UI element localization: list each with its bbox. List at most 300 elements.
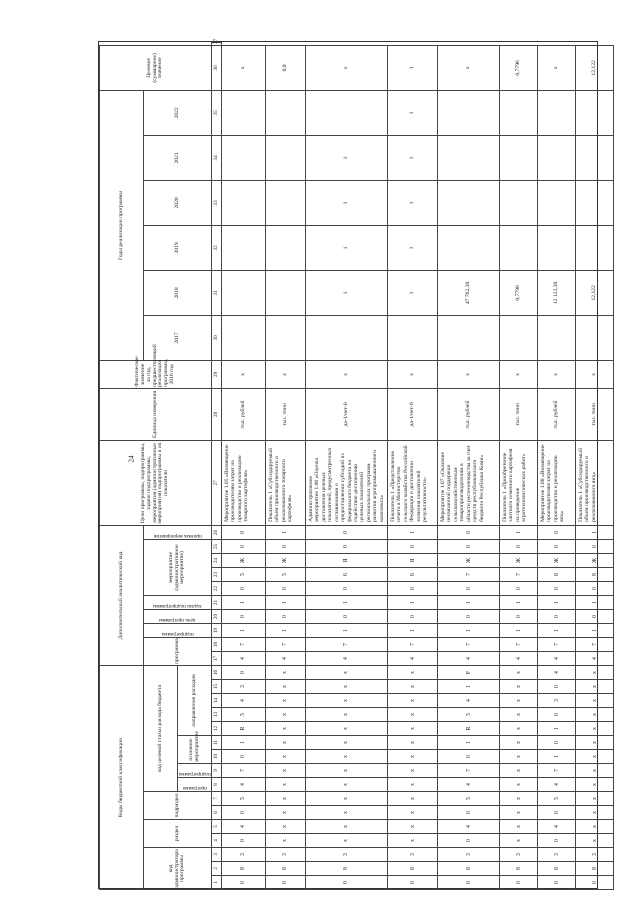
code-digit-cell: х	[388, 792, 438, 806]
row-base-year-cell: х	[500, 360, 538, 388]
code-digit-cell: 0	[500, 582, 538, 596]
column-number: 13	[212, 708, 222, 722]
code-digit-cell: х	[576, 764, 614, 778]
row-year-value-cell	[266, 90, 306, 135]
column-number: 21	[212, 596, 222, 610]
code-digit-cell: 0	[266, 610, 306, 624]
code-digit-cell: Я	[388, 554, 438, 568]
code-digit-cell: х	[306, 722, 388, 736]
code-digit-cell: 0	[438, 610, 500, 624]
code-digit-cell: 3	[576, 848, 614, 862]
code-digit-cell: х	[266, 750, 306, 764]
code-digit-cell: 0	[576, 876, 614, 890]
code-digit-cell: х	[500, 750, 538, 764]
row-year-value-cell	[266, 180, 306, 225]
row-year-value-cell	[500, 180, 538, 225]
row-year-value-cell: 47 762,30	[438, 270, 500, 315]
row-year-value-cell: 1	[388, 135, 438, 180]
code-digit-cell: Ж	[266, 554, 306, 568]
row-base-year-cell: х	[266, 360, 306, 388]
column-number: 17	[212, 652, 222, 666]
row-year-value-cell	[222, 315, 266, 360]
row-base-year-cell: х	[388, 360, 438, 388]
column-number: 14	[212, 694, 222, 708]
row-year-value-cell	[538, 180, 576, 225]
code-digit-cell: 0	[538, 610, 576, 624]
header-program: программа	[178, 778, 212, 792]
header-base-year: Фактическое значение за год, предшествующий реализации программы, 2016 год	[100, 360, 212, 388]
code-digit-cell: х	[388, 694, 438, 708]
code-digit-cell: 0	[576, 540, 614, 554]
column-number: 22	[212, 582, 222, 596]
table-row	[388, 43, 438, 890]
code-digit-cell: 0	[438, 540, 500, 554]
code-digit-cell: х	[306, 764, 388, 778]
column-number: 34	[212, 135, 222, 180]
header-unit: Единица измерения	[100, 388, 212, 440]
row-base-year-cell: х	[306, 360, 388, 388]
row-year-value-cell	[266, 270, 306, 315]
column-number: 4	[212, 834, 222, 848]
row-year-value-cell: 0,7796	[500, 270, 538, 315]
code-digit-cell: 1	[500, 525, 538, 539]
code-digit-cell: х	[500, 792, 538, 806]
code-digit-cell: 0	[538, 680, 576, 694]
code-digit-cell: 0	[266, 582, 306, 596]
header-target-article: код целевой статьи расхода бюджета	[144, 666, 178, 792]
header-target: Целевое (суммарное) значение	[100, 45, 212, 90]
row-year-value-cell	[500, 225, 538, 270]
code-digit-cell: х	[306, 792, 388, 806]
code-digit-cell: 4	[438, 652, 500, 666]
header-main-event: основное мероприятие	[178, 736, 212, 764]
code-digit-cell: 0	[306, 540, 388, 554]
code-digit-cell: 0	[306, 582, 388, 596]
code-digit-cell: 7	[500, 638, 538, 652]
code-digit-cell: 0	[388, 540, 438, 554]
code-digit-cell: 3	[306, 848, 388, 862]
header-year-2022: 2022	[144, 90, 212, 135]
code-digit-cell: 5	[222, 708, 266, 722]
code-digit-cell: 0	[500, 610, 538, 624]
code-digit-cell: 4	[538, 666, 576, 680]
code-digit-cell: х	[388, 834, 438, 848]
row-year-value-cell	[266, 225, 306, 270]
row-year-value-cell: 1	[388, 225, 438, 270]
row-name-cell: Показатель 1 «Представление отчета в Министерство сельского хозяйства Российской Федерации о достижении значения показателей результативности»	[388, 440, 438, 525]
code-digit-cell: х	[500, 736, 538, 750]
code-digit-cell: 1	[576, 525, 614, 539]
code-digit-cell: 5	[222, 792, 266, 806]
code-digit-cell: 0	[438, 806, 500, 820]
row-year-value-cell	[576, 225, 614, 270]
row-target-cell: 0,0	[266, 45, 306, 90]
row-year-value-cell	[538, 135, 576, 180]
code-digit-cell: х	[576, 820, 614, 834]
code-digit-cell: 1	[306, 596, 388, 610]
code-digit-cell: х	[500, 722, 538, 736]
column-number: 9	[212, 764, 222, 778]
row-base-year-cell: х	[576, 360, 614, 388]
row-year-value-cell	[538, 225, 576, 270]
header-year-2019: 2019	[144, 225, 212, 270]
code-digit-cell: 0	[438, 750, 500, 764]
code-digit-cell: 8	[222, 862, 266, 876]
row-year-value-cell	[306, 90, 388, 135]
code-digit-cell: 7	[222, 638, 266, 652]
column-number: 33	[212, 180, 222, 225]
code-digit-cell: х	[576, 834, 614, 848]
header-subsection: подраздел	[144, 792, 212, 820]
code-digit-cell: 4	[438, 778, 500, 792]
code-digit-cell: 4	[438, 820, 500, 834]
column-number: 6	[212, 806, 222, 820]
code-digit-cell: 7	[222, 764, 266, 778]
code-digit-cell: х	[500, 680, 538, 694]
code-digit-cell: 4	[538, 652, 576, 666]
header-years-group: Годы реализации программы	[100, 90, 144, 360]
column-number: 37	[212, 43, 222, 46]
row-year-value-cell	[438, 135, 500, 180]
code-digit-cell: 1	[388, 596, 438, 610]
code-digit-cell: Ж	[538, 554, 576, 568]
row-year-value-cell	[222, 225, 266, 270]
code-digit-cell: х	[576, 722, 614, 736]
code-digit-cell: 1	[538, 750, 576, 764]
row-year-value-cell	[576, 90, 614, 135]
header-year-2018: 2018	[144, 270, 212, 315]
row-unit-cell: тыс. тонн	[266, 388, 306, 440]
code-digit-cell: 4	[438, 694, 500, 708]
row-year-value-cell	[222, 270, 266, 315]
code-digit-cell: 1	[538, 624, 576, 638]
code-digit-cell: 0	[538, 525, 576, 539]
table-row	[576, 43, 614, 890]
code-digit-cell: 3	[500, 848, 538, 862]
code-digit-cell: 5	[266, 568, 306, 582]
column-number: 26	[212, 525, 222, 539]
code-digit-cell: 6	[306, 568, 388, 582]
row-year-value-cell	[576, 135, 614, 180]
code-digit-cell: х	[576, 750, 614, 764]
code-digit-cell: 7	[438, 764, 500, 778]
header-add-tasks: задачи подпрограммы	[144, 596, 212, 610]
column-number: 25	[212, 540, 222, 554]
row-target-cell: 12,122	[576, 45, 614, 90]
code-digit-cell: 4	[500, 652, 538, 666]
row-year-value-cell	[438, 315, 500, 360]
column-number: 32	[212, 225, 222, 270]
code-digit-cell: 7	[266, 638, 306, 652]
header-section: раздел	[144, 820, 212, 848]
header-add-event-type: признак мероприятия	[144, 525, 212, 539]
code-digit-cell: 6	[388, 568, 438, 582]
row-target-cell: 1	[388, 45, 438, 90]
column-number: 7	[212, 792, 222, 806]
row-year-value-cell	[538, 315, 576, 360]
code-digit-cell: 1	[500, 596, 538, 610]
row-year-value-cell	[438, 90, 500, 135]
code-digit-cell: 1	[438, 624, 500, 638]
row-year-value-cell	[576, 180, 614, 225]
code-digit-cell: х	[266, 680, 306, 694]
row-name-cell: Мероприятие 1.07 «Оказание несвязанной поддержки сельскохозяйственным товаропроизводителям в области растениеводства за счет средств республиканского бюджета Республики Коми»	[438, 440, 500, 525]
column-number: 15	[212, 680, 222, 694]
code-digit-cell: х	[500, 806, 538, 820]
row-unit-cell: тыс. рублей	[438, 388, 500, 440]
code-digit-cell: х	[266, 806, 306, 820]
column-number: 24	[212, 554, 222, 568]
code-digit-cell: 0	[538, 582, 576, 596]
column-numbers-row	[212, 43, 222, 890]
row-base-year-cell: х	[438, 360, 500, 388]
page-number: 24	[127, 455, 136, 463]
header-add-subprogram: подпрограмма	[144, 624, 212, 638]
column-number: 19	[212, 624, 222, 638]
code-digit-cell: 0	[438, 525, 500, 539]
header-additional-code: Дополнительный аналитический код	[100, 525, 144, 665]
code-digit-cell: 3	[438, 848, 500, 862]
code-digit-cell: Я	[306, 554, 388, 568]
code-digit-cell: х	[388, 806, 438, 820]
table-row	[438, 43, 500, 890]
row-year-value-cell	[438, 225, 500, 270]
row-year-value-cell: 12,122	[576, 270, 614, 315]
code-digit-cell: 0	[438, 876, 500, 890]
code-digit-cell: 0	[538, 834, 576, 848]
code-digit-cell: 8	[576, 568, 614, 582]
header-year-2020: 2020	[144, 180, 212, 225]
code-digit-cell: 0	[222, 806, 266, 820]
code-digit-cell: 8	[538, 568, 576, 582]
code-digit-cell: х	[306, 680, 388, 694]
column-number: 29	[212, 360, 222, 388]
header-year-2017: 2017	[144, 315, 212, 360]
row-year-value-cell: 12 122,30	[538, 270, 576, 315]
code-digit-cell: 0	[438, 582, 500, 596]
code-digit-cell: х	[500, 778, 538, 792]
row-year-value-cell	[222, 135, 266, 180]
code-digit-cell: 0	[538, 708, 576, 722]
code-digit-cell: 4	[266, 652, 306, 666]
column-number: 11	[212, 736, 222, 750]
row-year-value-cell	[266, 135, 306, 180]
row-unit-cell: тыс. рублей	[538, 388, 576, 440]
table-row	[306, 43, 388, 890]
code-digit-cell: 0	[438, 834, 500, 848]
column-number: 1	[212, 876, 222, 890]
code-digit-cell: х	[576, 708, 614, 722]
row-unit-cell: да-1/нет-0	[388, 388, 438, 440]
code-digit-cell: х	[306, 666, 388, 680]
code-digit-cell: х	[306, 708, 388, 722]
table-row	[266, 43, 306, 890]
code-digit-cell: 0	[538, 540, 576, 554]
row-year-value-cell: 1	[306, 270, 388, 315]
code-digit-cell: х	[266, 778, 306, 792]
code-digit-cell: 1	[388, 624, 438, 638]
code-digit-cell: х	[388, 764, 438, 778]
table-row	[538, 43, 576, 890]
row-year-value-cell	[222, 90, 266, 135]
row-base-year-cell: х	[222, 360, 266, 388]
column-number: 2	[212, 862, 222, 876]
code-digit-cell: 0	[222, 666, 266, 680]
code-digit-cell: 3	[222, 680, 266, 694]
code-digit-cell: 0	[222, 750, 266, 764]
code-digit-cell: 0	[306, 610, 388, 624]
code-digit-cell: 5	[438, 792, 500, 806]
code-digit-cell: 0	[388, 582, 438, 596]
code-digit-cell: 1	[438, 736, 500, 750]
code-digit-cell: 0	[576, 610, 614, 624]
code-digit-cell: х	[388, 666, 438, 680]
code-digit-cell: х	[388, 750, 438, 764]
code-digit-cell: 0	[306, 876, 388, 890]
row-year-value-cell: 1	[306, 135, 388, 180]
code-digit-cell: 8	[438, 862, 500, 876]
code-digit-cell: 4	[538, 820, 576, 834]
row-year-value-cell: 1	[306, 180, 388, 225]
column-number: 3	[212, 848, 222, 862]
code-digit-cell: 1	[576, 624, 614, 638]
code-digit-cell: 8	[500, 862, 538, 876]
code-digit-cell: х	[388, 820, 438, 834]
code-digit-cell: х	[266, 666, 306, 680]
code-digit-cell: х	[388, 722, 438, 736]
program-indicators-table	[99, 38, 614, 890]
code-digit-cell: 7	[388, 638, 438, 652]
code-digit-cell: 3	[538, 848, 576, 862]
code-digit-cell: х	[266, 708, 306, 722]
code-digit-cell: 5	[438, 708, 500, 722]
code-digit-cell: х	[500, 834, 538, 848]
code-digit-cell: 4	[222, 652, 266, 666]
row-year-value-cell	[500, 135, 538, 180]
header-expense-direction: направление расходов	[178, 666, 212, 736]
code-digit-cell: х	[306, 834, 388, 848]
code-digit-cell: Ж	[576, 554, 614, 568]
code-digit-cell: 7	[538, 764, 576, 778]
code-digit-cell: 1	[266, 596, 306, 610]
code-digit-cell: 1	[222, 624, 266, 638]
code-digit-cell: 0	[222, 610, 266, 624]
code-digit-cell: х	[500, 764, 538, 778]
code-digit-cell: 7	[438, 568, 500, 582]
code-digit-cell: 0	[266, 540, 306, 554]
code-digit-cell: х	[388, 708, 438, 722]
row-target-cell: х	[538, 45, 576, 90]
header-budget-classification: Коды бюджетной классификации	[100, 666, 144, 890]
code-digit-cell: 1	[576, 596, 614, 610]
row-year-value-cell	[500, 90, 538, 135]
table-row	[222, 43, 266, 890]
code-digit-cell: х	[266, 764, 306, 778]
header-subprogram: подпрограмма	[178, 764, 212, 778]
row-target-cell: 0,7796	[500, 45, 538, 90]
column-number: 36	[212, 45, 222, 90]
code-digit-cell: х	[500, 694, 538, 708]
row-year-value-cell: 1	[306, 225, 388, 270]
code-digit-cell: х	[306, 694, 388, 708]
code-digit-cell: х	[576, 680, 614, 694]
column-number: 31	[212, 270, 222, 315]
row-name-cell: Мероприятие 1.05 «Возмещение производителям затрат на производство и реализацию товарного картофеля»	[222, 440, 266, 525]
row-year-value-cell: 1	[388, 180, 438, 225]
code-digit-cell: х	[576, 666, 614, 680]
row-year-value-cell	[438, 180, 500, 225]
code-digit-cell: 3	[538, 694, 576, 708]
header-add-event: мероприятие (административное мероприятие)	[144, 540, 212, 596]
code-digit-cell: 4	[222, 820, 266, 834]
code-digit-cell: 3	[388, 848, 438, 862]
column-number: 23	[212, 568, 222, 582]
column-number: 20	[212, 610, 222, 624]
code-digit-cell: R	[438, 722, 500, 736]
code-digit-cell: 0	[266, 876, 306, 890]
code-digit-cell: 8	[306, 862, 388, 876]
code-digit-cell: 0	[388, 876, 438, 890]
code-digit-cell: х	[500, 708, 538, 722]
code-digit-cell: 1	[538, 596, 576, 610]
code-digit-cell: 0	[222, 525, 266, 539]
column-number: 35	[212, 90, 222, 135]
code-digit-cell: 1	[500, 624, 538, 638]
code-digit-cell: 1	[438, 680, 500, 694]
code-digit-cell: х	[266, 820, 306, 834]
code-digit-cell: 7	[438, 638, 500, 652]
row-unit-cell: тыс. тонн	[576, 388, 614, 440]
code-digit-cell: х	[388, 680, 438, 694]
code-digit-cell: 1	[306, 624, 388, 638]
code-digit-cell: 3	[266, 848, 306, 862]
code-digit-cell: х	[266, 736, 306, 750]
column-number: 12	[212, 722, 222, 736]
row-year-value-cell	[388, 315, 438, 360]
code-digit-cell: 0	[306, 525, 388, 539]
row-name-cell: Показатель 1 «Приобретение элитного семенного картофеля на проведение агротехнологических работ»	[500, 440, 538, 525]
code-digit-cell: 0	[222, 834, 266, 848]
header-add-program: программа	[144, 638, 212, 666]
code-digit-cell: Ж	[222, 554, 266, 568]
header-admin-code: код администратора программы	[144, 848, 212, 890]
row-year-value-cell: 1	[388, 270, 438, 315]
row-year-value-cell	[500, 315, 538, 360]
code-digit-cell: х	[306, 820, 388, 834]
row-unit-cell: да-1/нет-0	[306, 388, 388, 440]
code-digit-cell: F	[438, 666, 500, 680]
column-number: 18	[212, 638, 222, 652]
code-digit-cell: Ж	[500, 554, 538, 568]
row-year-value-cell	[266, 315, 306, 360]
code-digit-cell: 7	[538, 638, 576, 652]
header-name: Цели программы, подпрограммы, задачи подпрограммы, мероприятия (административные мероприятия) подпрограммы и их показатели	[100, 440, 212, 525]
code-digit-cell: 4	[222, 694, 266, 708]
column-number: 5	[212, 820, 222, 834]
code-digit-cell: х	[388, 736, 438, 750]
code-digit-cell: 1	[388, 525, 438, 539]
code-digit-cell: х	[266, 722, 306, 736]
code-digit-cell: 8	[388, 862, 438, 876]
code-digit-cell: х	[266, 834, 306, 848]
row-unit-cell: тыс. рублей	[222, 388, 266, 440]
code-digit-cell: 0	[222, 540, 266, 554]
code-digit-cell: 4	[538, 778, 576, 792]
code-digit-cell: 1	[266, 624, 306, 638]
code-digit-cell: 3	[222, 848, 266, 862]
code-digit-cell: 0	[538, 806, 576, 820]
code-digit-cell: 1	[438, 596, 500, 610]
